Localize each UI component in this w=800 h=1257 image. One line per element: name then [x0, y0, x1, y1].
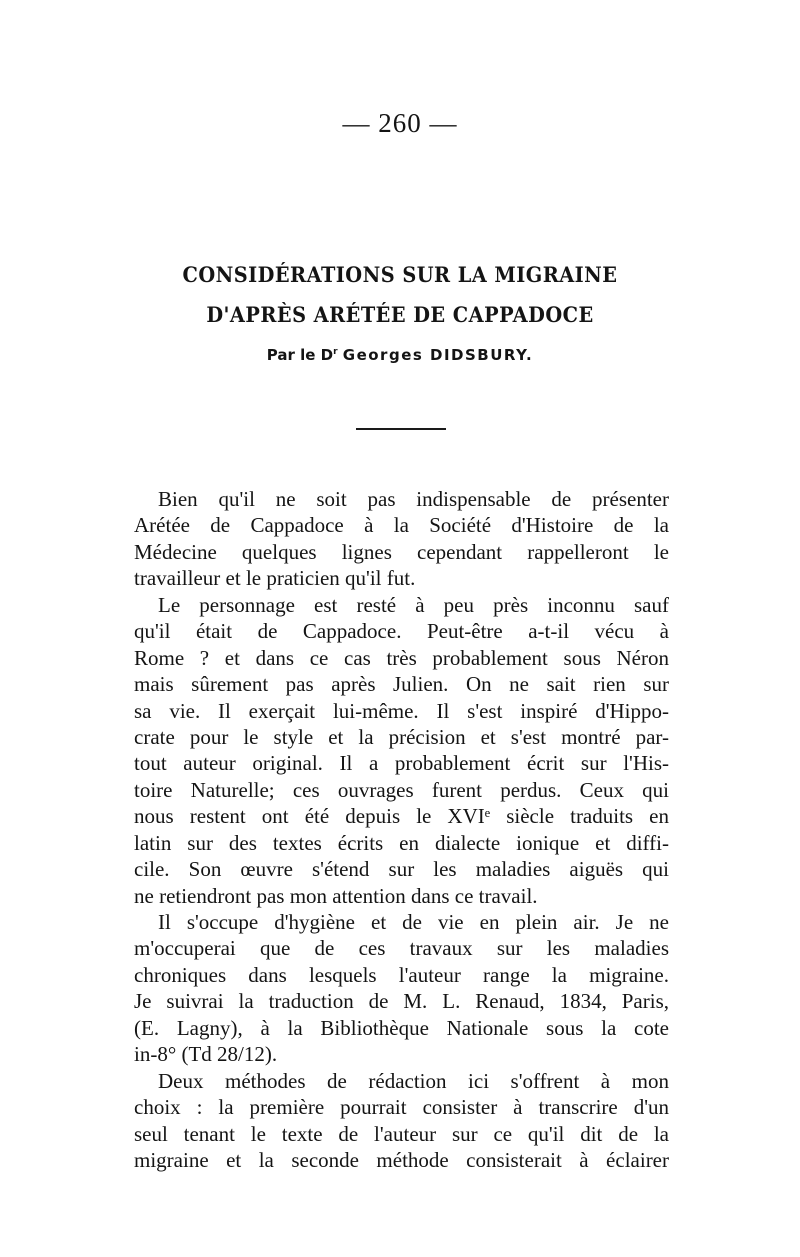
- text-line: Bien qu'il ne soit pas indispensable de présenter: [158, 487, 669, 511]
- text-line: Le personnage est resté à peu près inconnu sauf: [158, 592, 669, 617]
- text-line: (E. Lagny), à la Bibliothèque Nationale sous la cote: [134, 1015, 669, 1040]
- text-line: seul tenant le texte de l'auteur sur ce qu'il dit de la: [134, 1121, 669, 1146]
- body-text: [134, 486, 669, 1173]
- text-line: qu'il était de Cappadoce. Peut-être a-t-il vécu à: [134, 619, 669, 644]
- text-line: cile. Son œuvre s'étend sur les maladies aiguës qui: [134, 857, 669, 882]
- text-line: chroniques dans lesquels l'auteur range la migraine.: [134, 962, 669, 987]
- text-line: m'occuperai que de ces travaux sur les maladies: [134, 936, 669, 961]
- text-line: travailleur et le praticien qu'il fut.: [134, 566, 416, 591]
- section-divider: [356, 428, 446, 430]
- article-title-line-2: D'APRÈS ARÉTÉE DE CAPPADOCE: [206, 302, 594, 327]
- text-line: Rome ? et dans ce cas très probablement sous Néron: [134, 645, 669, 670]
- text-line: crate pour le style et la précision et s'est montré par-: [134, 724, 669, 749]
- text-line: nous restent ont été depuis le XVIᵉ siècle traduits en: [134, 804, 669, 829]
- text-line: Arétée de Cappadoce à la Société d'Histoire de la: [134, 513, 669, 538]
- author-byline: [0, 346, 800, 364]
- text-line: choix : la première pourrait consister à transcrire d'un: [134, 1095, 669, 1120]
- article-title-line-1: CONSIDÉRATIONS SUR LA MIGRAINE: [182, 262, 618, 287]
- byline-prefix: Par le D: [266, 346, 334, 364]
- text-line: in-8° (Td 28/12).: [134, 1042, 278, 1067]
- text-line: tout auteur original. Il a probablement écrit sur l'His-: [134, 751, 669, 776]
- text-line: Je suivrai la traduction de M. L. Renaud, 1834, Paris,: [134, 989, 669, 1014]
- text-line: mais sûrement pas après Julien. On ne sait rien sur: [134, 672, 669, 697]
- text-line: migraine et la seconde méthode consisterait à éclairer: [134, 1147, 669, 1172]
- text-line: Médecine quelques lignes cependant rappelleront le: [134, 539, 669, 564]
- text-line: Deux méthodes de rédaction ici s'offrent à mon: [158, 1068, 669, 1093]
- page-number: — 260 —: [342, 108, 458, 138]
- text-line: Il s'occupe d'hygiène et de vie en plein air. Je ne: [158, 910, 669, 934]
- text-line: ne retiendront pas mon attention dans ce travail.: [134, 883, 538, 908]
- byline-author-name: Georges DIDSBURY.: [342, 346, 534, 364]
- text-line: toire Naturelle; ces ouvrages furent perdus. Ceux qui: [134, 777, 669, 802]
- text-line: latin sur des textes écrits en dialecte ionique et diffi-: [134, 830, 669, 855]
- text-line: sa vie. Il exerçait lui-même. Il s'est inspiré d'Hippo-: [134, 698, 669, 723]
- byline-degree: r: [333, 347, 338, 357]
